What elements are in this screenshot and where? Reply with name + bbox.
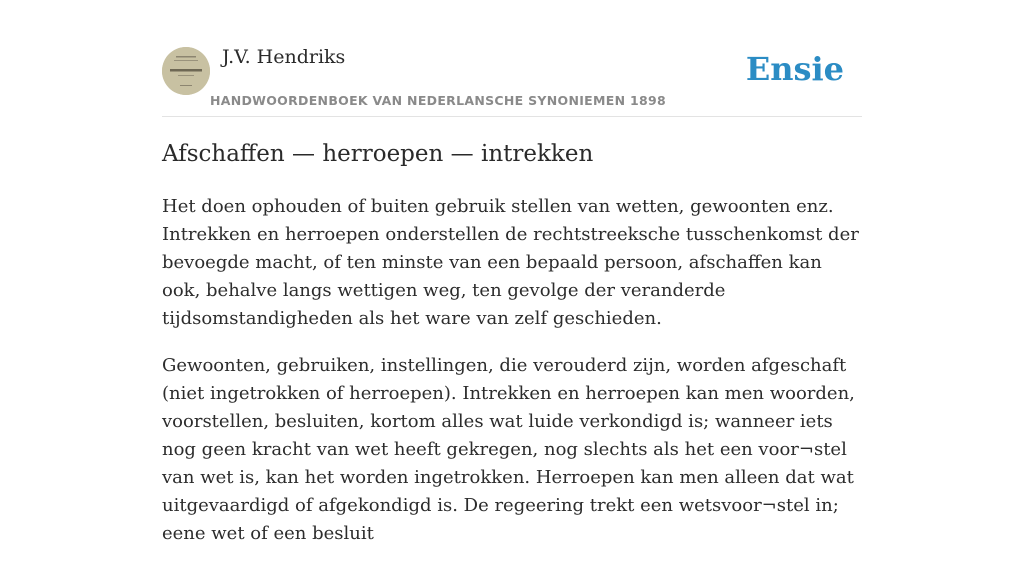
book-cover-thumbnail-icon (162, 47, 210, 95)
paragraph: Gewoonten, gebruiken, instellingen, die verouderd zijn, worden afgeschaft (niet ingetrokken of herroepen). Intrekken en herroepen kan men woorden, voorstellen, besluiten, kortom alles wat luide verkondigd is; wanneer iets nog geen kracht van wet heeft gekregen, nog slechts als het een voor¬stel van wet is, kan het worden ingetrokken. Herroepen kan men alleen dat wat uitgevaardigd of afgekondigd is. De regeering trekt een wetsvoor¬stel in; eene wet of een besluit (162, 355, 855, 544)
site-logo[interactable]: Ensie (745, 50, 844, 88)
paragraph: Het doen ophouden of buiten gebruik stellen van wetten, gewoonten enz. Intrekken en herroepen onderstellen de rechtstreeksche tusschenkomst der bevoegde macht, of ten minste van een bepaald persoon, afschaffen kan ook, behalve langs wettigen weg, ten gevolge der veranderde tijdsomstandigheden als het ware van zelf geschieden. (162, 196, 859, 329)
author-name[interactable]: J.V. Hendriks (222, 46, 346, 68)
article-body (162, 193, 862, 567)
source-title[interactable]: HANDWOORDENBOEK VAN NEDERLANSCHE SYNONIEMEN 1898 (210, 93, 667, 108)
article-header (162, 0, 862, 117)
avatar[interactable] (162, 47, 210, 95)
page-content (162, 0, 862, 544)
page-title: Afschaffen — herroepen — intrekken (162, 141, 594, 167)
